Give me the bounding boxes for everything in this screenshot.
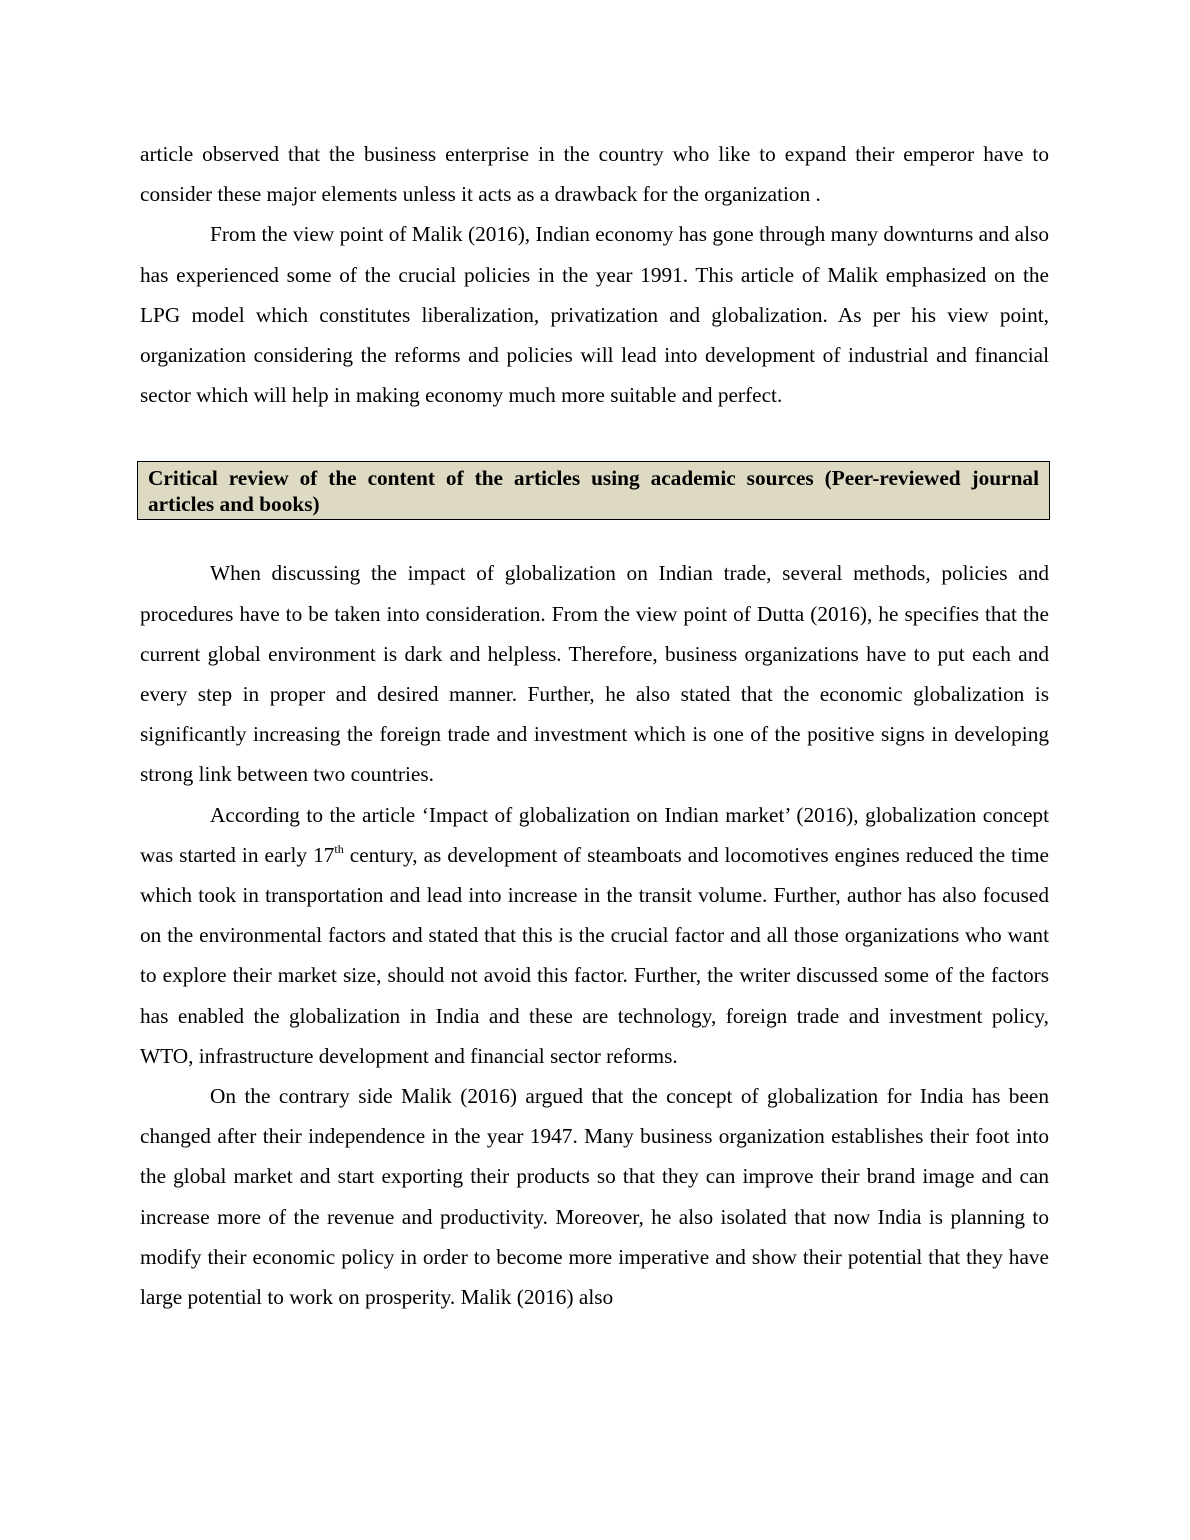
section-heading: Critical review of the content of the articles using academic sources (Peer-reviewed journal articles and books) <box>137 461 1050 520</box>
dutta-paragraph: When discussing the impact of globalization on Indian trade, several methods, policies and procedures have to be taken into consideration. From the view point of Dutta (2016), he specifies that the current global environment is dark and helpless. Therefore, business organizations have to put each and every step in proper and desired manner. Further, he also stated that the economic globalization is significantly increasing the foreign trade and investment which is one of the positive signs in developing strong link between two countries. <box>140 561 1049 787</box>
article-impact-paragraph <box>140 795 1049 1076</box>
continuation-paragraph: article observed that the business enterprise in the country who like to expand their emperor have to consider these major elements unless it acts as a drawback for the organization . <box>140 142 1049 207</box>
malik-contrary-paragraph: On the contrary side Malik (2016) argued that the concept of globalization for India has been changed after their independence in the year 1947. Many business organization establishes their foot into the global market and start exporting their products so that they can improve their brand image and can increase more of the revenue and productivity. Moreover, he also isolated that now India is planning to modify their economic policy in order to become more imperative and show their potential that they have large potential to work on prosperity. Malik (2016) also <box>140 1084 1049 1310</box>
article-impact-text-part2: century, as development of steamboats and locomotives engines reduced the time which took in transportation and lead into increase in the transit volume. Further, author has also focused on the environmental factors and stated that this is the crucial factor and all those organizations who want to explore their market size, should not avoid this factor. Further, the writer discussed some of the factors has enabled the globalization in India and these are technology, foreign trade and investment policy, WTO, infrastructure development and financial sector reforms. <box>140 842 1049 1068</box>
document-page <box>140 134 1049 1317</box>
ordinal-superscript: th <box>334 841 344 856</box>
malik-lpg-paragraph: From the view point of Malik (2016), Indian economy has gone through many downturns and also has experienced some of the crucial policies in the year 1991. This article of Malik emphasized on the LPG model which constitutes liberalization, privatization and globalization. As per his view point, organization considering the reforms and policies will lead into development of industrial and financial sector which will help in making economy much more suitable and perfect. <box>140 222 1049 408</box>
article-impact-text-part1: According to the article ‘Impact of globalization on Indian market’ (2016), globalization concept was started in early 17 <box>140 802 1049 867</box>
